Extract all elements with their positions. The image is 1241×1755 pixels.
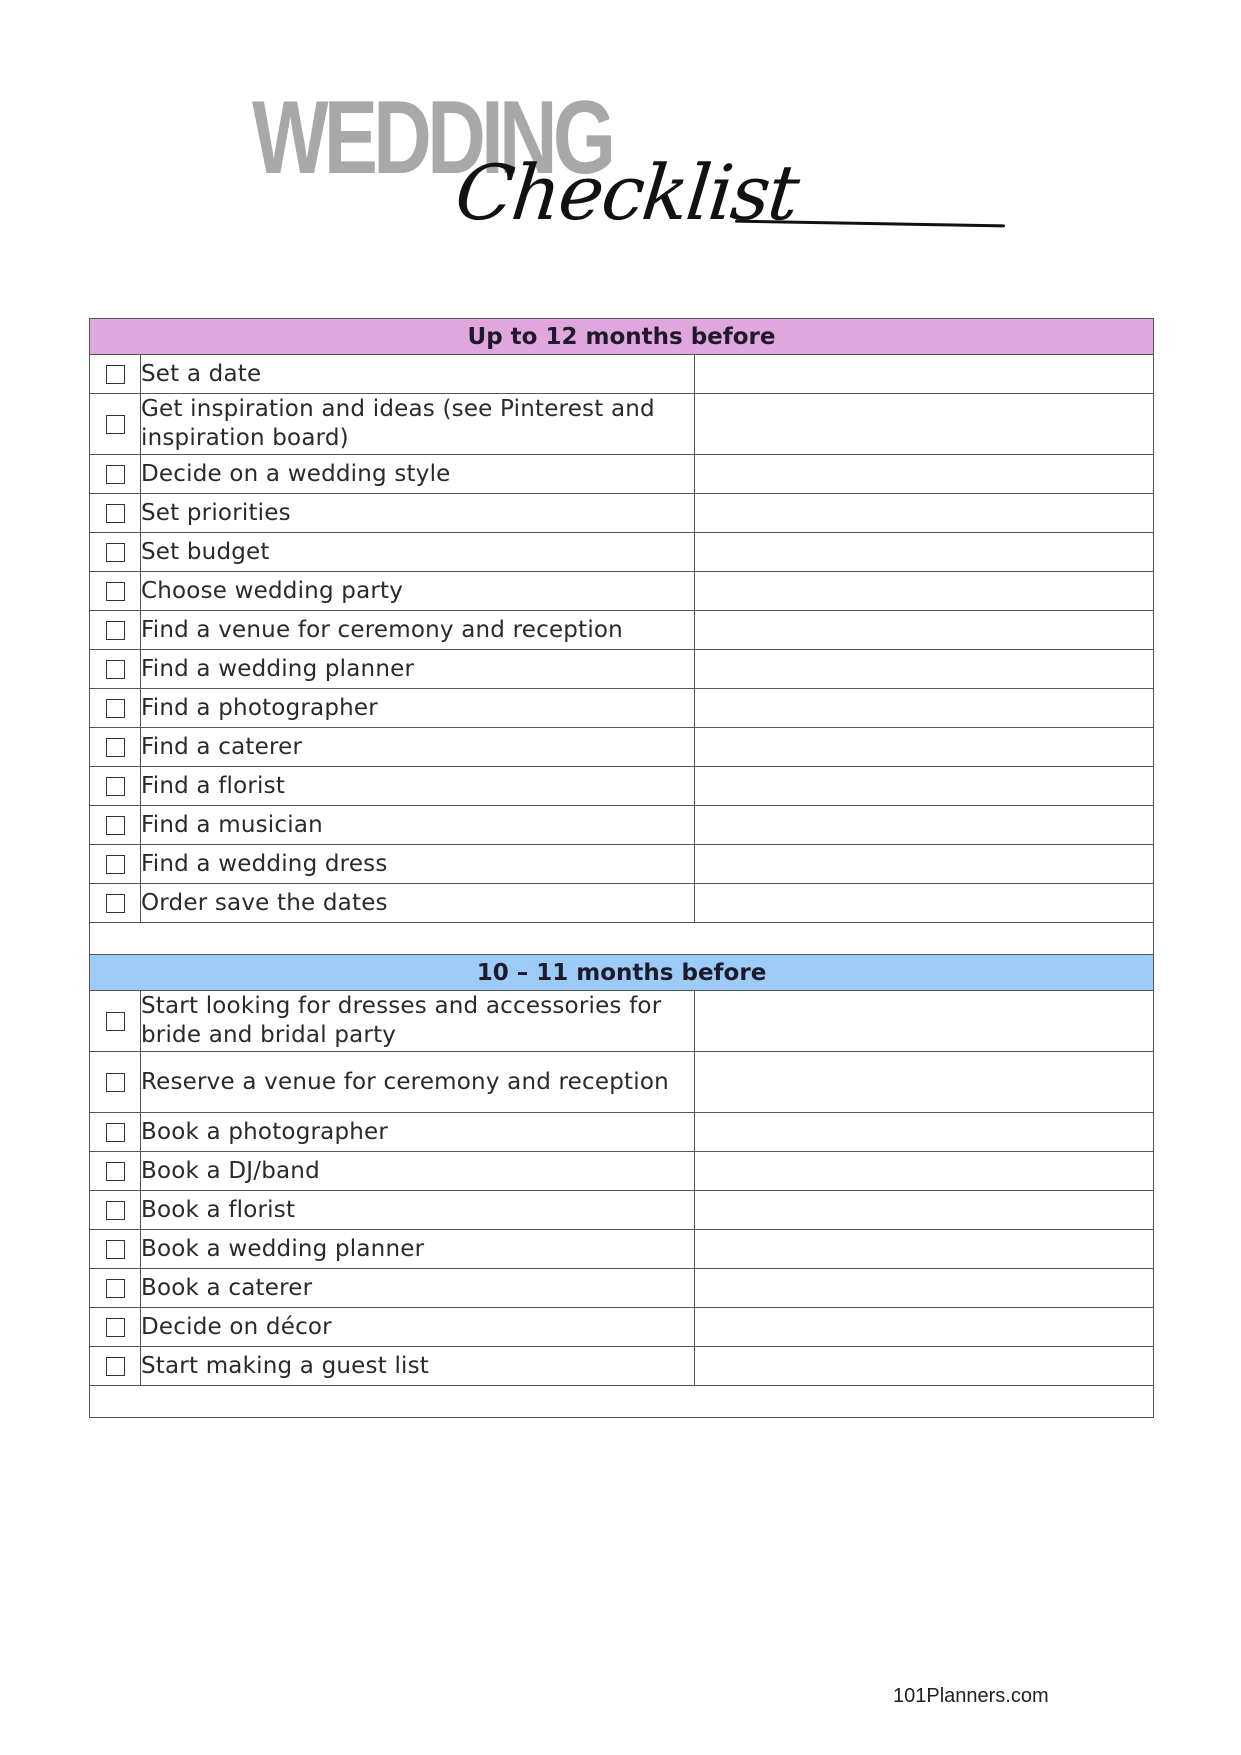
table-row [90, 728, 1154, 767]
table-row [90, 1152, 1154, 1191]
notes-cell[interactable] [695, 533, 1154, 572]
table-row [90, 650, 1154, 689]
table-row [90, 611, 1154, 650]
checkbox[interactable] [106, 504, 125, 523]
title-checklist: Checklist [451, 148, 802, 237]
task-label: Start making a guest list [141, 1347, 695, 1386]
notes-cell[interactable] [695, 767, 1154, 806]
table-row [90, 1269, 1154, 1308]
task-label: Set a date [141, 355, 695, 394]
table-row [90, 455, 1154, 494]
task-label: Decide on décor [141, 1308, 695, 1347]
notes-cell[interactable] [695, 394, 1154, 455]
task-label: Find a venue for ceremony and reception [141, 611, 695, 650]
table-row [90, 884, 1154, 923]
section-header-row [90, 319, 1154, 355]
checkbox[interactable] [106, 660, 125, 679]
task-label: Order save the dates [141, 884, 695, 923]
table-row [90, 1113, 1154, 1152]
checkbox[interactable] [106, 1162, 125, 1181]
table-row [90, 1230, 1154, 1269]
section-header-row [90, 955, 1154, 991]
notes-cell[interactable] [695, 845, 1154, 884]
title-wedding: WEDDING [252, 80, 612, 196]
table-row [90, 533, 1154, 572]
task-label: Book a florist [141, 1191, 695, 1230]
checkbox[interactable] [106, 1318, 125, 1337]
checklist-table [89, 318, 1154, 1418]
checkbox[interactable] [106, 1240, 125, 1259]
task-label: Reserve a venue for ceremony and reception [141, 1052, 695, 1113]
notes-cell[interactable] [695, 1052, 1154, 1113]
table-row [90, 806, 1154, 845]
task-label: Start looking for dresses and accessories for bride and bridal party [141, 991, 695, 1052]
task-label: Find a photographer [141, 689, 695, 728]
table-row [90, 494, 1154, 533]
checkbox[interactable] [106, 1073, 125, 1092]
footer-website: 101Planners.com [893, 1685, 1049, 1707]
checkbox[interactable] [106, 816, 125, 835]
notes-cell[interactable] [695, 1230, 1154, 1269]
checkbox[interactable] [106, 621, 125, 640]
table-row [90, 767, 1154, 806]
table-row [90, 1347, 1154, 1386]
task-label: Book a wedding planner [141, 1230, 695, 1269]
checkbox[interactable] [106, 1201, 125, 1220]
table-row [90, 689, 1154, 728]
notes-cell[interactable] [695, 611, 1154, 650]
notes-cell[interactable] [695, 991, 1154, 1052]
checkbox[interactable] [106, 894, 125, 913]
notes-cell[interactable] [695, 1113, 1154, 1152]
checkbox[interactable] [106, 1012, 125, 1031]
notes-cell[interactable] [695, 1347, 1154, 1386]
section-heading-12-months: Up to 12 months before [90, 319, 1154, 355]
spacer-row [90, 1386, 1154, 1418]
task-label: Set budget [141, 533, 695, 572]
table-row [90, 845, 1154, 884]
notes-cell[interactable] [695, 650, 1154, 689]
checkbox[interactable] [106, 465, 125, 484]
checkbox[interactable] [106, 1357, 125, 1376]
notes-cell[interactable] [695, 572, 1154, 611]
spacer-cell [90, 923, 1154, 955]
notes-cell[interactable] [695, 806, 1154, 845]
task-label: Decide on a wedding style [141, 455, 695, 494]
checkbox[interactable] [106, 415, 125, 434]
task-label: Find a florist [141, 767, 695, 806]
table-row [90, 394, 1154, 455]
task-label: Get inspiration and ideas (see Pinterest and inspiration board) [141, 394, 695, 455]
notes-cell[interactable] [695, 1269, 1154, 1308]
notes-cell[interactable] [695, 455, 1154, 494]
task-label: Choose wedding party [141, 572, 695, 611]
task-label: Book a DJ/band [141, 1152, 695, 1191]
table-row [90, 572, 1154, 611]
table-row [90, 355, 1154, 394]
checkbox[interactable] [106, 543, 125, 562]
task-label: Find a wedding planner [141, 650, 695, 689]
notes-cell[interactable] [695, 1191, 1154, 1230]
checkbox[interactable] [106, 1123, 125, 1142]
task-label: Set priorities [141, 494, 695, 533]
checkbox[interactable] [106, 1279, 125, 1298]
checkbox[interactable] [106, 365, 125, 384]
notes-cell[interactable] [695, 884, 1154, 923]
spacer-row [90, 923, 1154, 955]
checkbox[interactable] [106, 699, 125, 718]
section-heading-10-11-months: 10 – 11 months before [90, 955, 1154, 991]
table-row [90, 991, 1154, 1052]
table-row [90, 1191, 1154, 1230]
task-label: Book a caterer [141, 1269, 695, 1308]
notes-cell[interactable] [695, 1152, 1154, 1191]
task-label: Find a musician [141, 806, 695, 845]
table-row [90, 1052, 1154, 1113]
notes-cell[interactable] [695, 728, 1154, 767]
task-label: Book a photographer [141, 1113, 695, 1152]
spacer-cell [90, 1386, 1154, 1418]
notes-cell[interactable] [695, 1308, 1154, 1347]
task-label: Find a caterer [141, 728, 695, 767]
notes-cell[interactable] [695, 494, 1154, 533]
task-label: Find a wedding dress [141, 845, 695, 884]
checkbox[interactable] [106, 582, 125, 601]
table-row [90, 1308, 1154, 1347]
notes-cell[interactable] [695, 355, 1154, 394]
checkbox[interactable] [106, 855, 125, 874]
notes-cell[interactable] [695, 689, 1154, 728]
checkbox[interactable] [106, 777, 125, 796]
checkbox[interactable] [106, 738, 125, 757]
